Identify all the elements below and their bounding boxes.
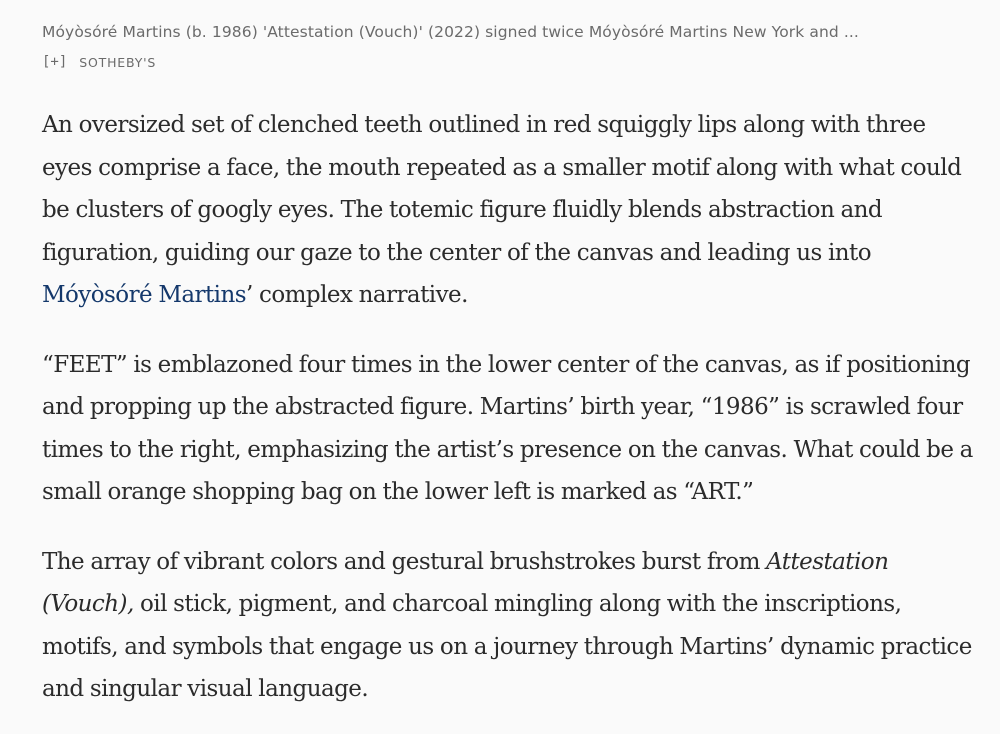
paragraph-3 — [42, 541, 977, 711]
paragraph-2: “FEET” is emblazoned four times in the lower center of the canvas, as if positioning and propping up the abstracted figure. Martins’ birth year, “1986” is scrawled four times to the right, emphasizing the artist’s presence on the canvas. What could be a small orange shopping bag on the lower left is marked as “ART.” — [42, 351, 973, 505]
artist-link[interactable]: Móyòsóré Martins — [42, 282, 246, 308]
image-caption: Móyòsóré Martins (b. 1986) 'Attestation (Vouch)' (2022) signed twice Móyòsóré Martins New York and ... — [42, 23, 859, 41]
paragraph-3-tail: oil stick, pigment, and charcoal mingling along with the inscriptions, motifs, and symbols that engage us on a journey through Martins’ dynamic practice and singular visual language. — [42, 591, 972, 702]
expand-caption-button[interactable]: [+] — [42, 54, 68, 70]
paragraph-3-text: The array of vibrant colors and gestural brushstrokes burst from — [42, 548, 767, 575]
caption-credit-row — [42, 54, 156, 70]
paragraph-1-text: An oversized set of clenched teeth outlined in red squiggly lips along with three eyes comprise a face, the mouth repeated as a smaller motif along with what could be clusters of googly eyes. The totemic figure fluidly blends abstraction and figuration, guiding our gaze to the center of the canvas and leading us into — [42, 112, 962, 266]
paragraph-1-tail: ’ complex narrative. — [245, 282, 468, 308]
article-body — [42, 104, 977, 734]
artwork-title: Attestation (Vouch), — [42, 548, 889, 617]
image-credit: SOTHEBY'S — [79, 54, 157, 70]
paragraph-1 — [42, 104, 977, 317]
